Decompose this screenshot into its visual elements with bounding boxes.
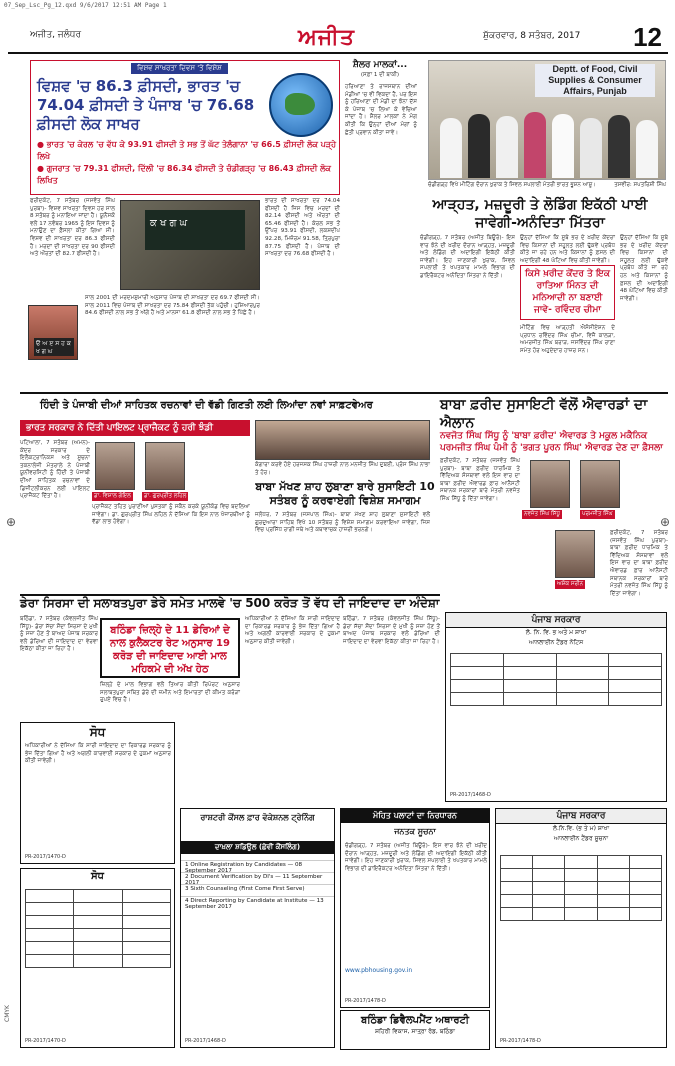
masthead <box>8 22 668 54</box>
commerce-body-a: ਚੰਡੀਗੜ੍ਹ, 7 ਸਤੰਬਰ (ਅਜੀਤ ਬਿਊਰੋ)- ਇਸ ਵਾਰ ਝੋਨੇ ਦੀ ਖ਼ਰੀਦ ਦੌਰਾਨ ਆੜ੍ਹਤ, ਮਜ਼ਦੂਰੀ ਅਤੇ ਲੋਡਿੰਗ ਦੀ ਅਦਾਇਗੀ ਇਕੱਠੀ ਕੀਤੀ ਜਾਵੇਗੀ। ਇਹ ਜਾਣਕਾਰੀ ਖੁਰਾਕ, ਸਿਵਲ ਸਪਲਾਈ ਤੇ ਖਪਤਕਾਰ ਮਾਮਲੇ ਵਿਭਾਗ ਦੀ ਡਾਇਰੈਕਟਰ ਅਨੰਦਿਤਾ ਮਿੱਤਰਾ ਨੇ ਦਿੱਤੀ। <box>420 235 515 279</box>
public-notice-ad <box>340 808 490 1008</box>
chalkboard-text: ਕ ਖ ਗ ਘ <box>150 218 188 229</box>
languages-body: ਪਟਿਆਲਾ, 7 ਸਤੰਬਰ (ਅਮਨ)- ਕੇਂਦਰ ਸਰਕਾਰ ਦੇ ਇਲੈਕਟ੍ਰਾਨਿਕਸ ਅਤੇ ਸੂਚਨਾ ਤਕਨਾਲੋਜੀ ਮੰਤਰਾਲੇ ਨੇ ਪੰਜਾਬੀ ਯੂਨੀਵਰਸਿਟੀ ਨੂੰ ਹਿੰਦੀ ਤੇ ਪੰਜਾਬੀ ਦੀਆਂ ਸਾਹਿਤਕ ਰਚਨਾਵਾਂ ਦੇ ਡਿਜੀਟਲੀਕਰਨ ਲਈ ਪਾਇਲਟ ਪ੍ਰਾਜੈਕਟ ਦਿੱਤਾ ਹੈ। <box>20 440 90 500</box>
dera-body-d: ਬਠਿੰਡਾ, 7 ਸਤੰਬਰ (ਕੰਵਲਜੀਤ ਸਿੰਘ ਸਿੱਧੂ)- ਡੇਰਾ ਸੱਚਾ ਸੌਦਾ ਸਿਰਸਾ ਦੇ ਮੁਖੀ ਨੂੰ ਸਜ਼ਾ ਹੋਣ ਤੋਂ ਬਾਅਦ ਪੰਜਾਬ ਸਰਕਾਰ ਵਲੋਂ ਡੇਰਿਆਂ ਦੀ ਜਾਇਦਾਦ ਦਾ ਵੇਰਵਾ ਇਕੱਠਾ ਕੀਤਾ ਜਾ ਰਿਹਾ ਹੈ। <box>343 616 440 645</box>
literacy-bullet: ● ਭਾਰਤ 'ਚ ਕੇਰਲ 'ਚ ਵੱਧ ਕੇ 93.91 ਫੀਸਦੀ ਤੇ ਸਭ ਤੋਂ ਘੱਟ ਤੇਲੰਗਾਨਾ 'ਚ 66.5 ਫ਼ੀਸਦੀ ਲੋਕ ਪੜ੍ਹੇ ਲਿਖੇ <box>37 140 337 161</box>
punjab-govt-ad <box>495 808 667 1048</box>
awardee-caption: ਅਸ਼ੋਕ ਸਰੀਨ <box>557 581 584 587</box>
shelter-byline: (ਸਫ਼ਾ 1 ਦੀ ਬਾਕੀ) <box>360 72 400 78</box>
sodh-ad <box>20 722 175 864</box>
training-ad <box>180 808 335 1048</box>
literacy-kicker: ਵਿਸ਼ਵ ਸਾਖਰਤਾ ਦਿਵਸ 'ਤੇ ਵਿਸ਼ੇਸ਼ <box>131 63 228 74</box>
author-photo-caption: ਡਾ. ਗੁਰਪ੍ਰੀਤ ਲਹਿਲ <box>144 493 187 499</box>
registration-mark: ⊕ <box>660 515 671 529</box>
schedule-row: 3 Sixth Counseling (First Come First Serve) <box>181 884 334 896</box>
slate-text: ੳ ਅ ੲ ਸ ਹ ਕ ਖ ਗ ਘ <box>34 338 74 356</box>
ad-code: PR-2017/1470-D <box>25 854 66 860</box>
awardee-caption: ਪਰਮਜੀਤ ਸਿੰਘ <box>582 511 613 517</box>
page-number: 12 <box>633 22 662 52</box>
author-photo <box>145 442 185 490</box>
chalkboard <box>145 210 245 250</box>
attendee <box>440 118 462 178</box>
attendee <box>524 112 546 178</box>
ad-subtitle: ਲੋ. ਨਿ. ਵਿ. ਭ ਅਤੇ ਮ ਸ਼ਾਖਾ <box>525 629 587 636</box>
awardee-photo <box>530 460 570 508</box>
photo-credit: ਤਸਵੀਰ: ਸਪਤਰਿਸ਼ੀ ਸਿੰਘ <box>614 182 666 188</box>
dera-body-b: ਜ਼ਿਲ੍ਹੇ ਦੇ ਮਾਲ ਵਿਭਾਗ ਵਲੋਂ ਤਿਆਰ ਕੀਤੀ ਰਿਪੋਰਟ ਅਨੁਸਾਰ ਸਲਾਬਤਪੁਰਾ ਸਥਿਤ ਡੇਰੇ ਦੀ ਜ਼ਮੀਨ ਅਤੇ ਇਮਾਰਤਾਂ ਦੀ ਕੀਮਤ ਕਰੋੜਾਂ ਰੁਪਏ ਵਿਚ ਹੈ। <box>100 682 240 704</box>
punjab-govt-ad <box>445 612 667 802</box>
literacy-special-box <box>30 60 340 195</box>
ad-notice: ਆਨਲਾਈਨ ਟੈਂਡਰ ਨੋਟਿਸ <box>528 639 584 646</box>
dera-body-a: ਬਠਿੰਡਾ, 7 ਸਤੰਬਰ (ਕੰਵਲਜੀਤ ਸਿੰਘ ਸਿੱਧੂ)- ਡੇਰਾ ਸੱਚਾ ਸੌਦਾ ਸਿਰਸਾ ਦੇ ਮੁਖੀ ਨੂੰ ਸਜ਼ਾ ਹੋਣ ਤੋਂ ਬਾਅਦ ਪੰਜਾਬ ਸਰਕਾਰ ਵਲੋਂ ਡੇਰਿਆਂ ਦੀ ਜਾਇਦਾਦ ਦਾ ਵੇਰਵਾ ਇਕੱਠਾ ਕੀਤਾ ਜਾ ਰਿਹਾ ਹੈ। <box>20 616 98 653</box>
ad-notice: ਆਨਲਾਈਨ ਟੈਂਡਰ ਸੂਚਨਾ <box>553 835 609 842</box>
commerce-pullquote: ਕਿਸੇ ਖ਼ਰੀਦ ਕੇਂਦਰ ਤੇ ਇਕ ਰਾਤਿਆ ਮਿੰਨਤ ਦੀ ਮਨਿਆਦੀ ਨਾ ਬਣਾਈ ਜਾਵੇ- ਰਵਿੰਦਰ ਚੀਮਾ <box>520 265 615 320</box>
ad-title: ਰਾਸ਼ਟਰੀ ਕੌਂਸਲ ਫ਼ਾਰ ਵੋਕੇਸ਼ਨਲ ਟ੍ਰੇਨਿੰਗ <box>200 813 315 822</box>
awards-headline: ਬਾਬਾ ਫ਼ਰੀਦ ਸੁਸਾਇਟੀ ਵੱਲੋਂ ਐਵਾਰਡਾਂ ਦਾ ਐਲਾਨ <box>440 397 648 431</box>
ad-url[interactable]: www.pbhousing.gov.in <box>345 967 413 974</box>
awards-body: ਫ਼ਰੀਦਕੋਟ, 7 ਸਤੰਬਰ (ਜਸਵੰਤ ਸਿੰਘ ਪੁਰਬਾ)- ਬਾਬਾ ਫ਼ਰੀਦ ਧਾਰਮਿਕ ਤੇ ਵਿੱਦਿਅਕ ਸੰਸਥਾਵਾਂ ਵਲੋਂ ਇਸ ਵਾਰ ਦਾ ਬਾਬਾ ਫ਼ਰੀਦ ਐਵਾਰਡ ਫ਼ਾਰ ਆਨੈਸਟੀ ਸਥਾਨਕ ਸਰਕਾਰਾਂ ਬਾਰੇ ਮੰਤਰੀ ਨਵਜੋਤ ਸਿੰਘ ਸਿੱਧੂ ਨੂੰ ਦਿੱਤਾ ਜਾਵੇਗਾ। <box>440 458 520 502</box>
bathinda-authority-ad <box>340 1010 490 1050</box>
literacy-bullet: ● ਗੁਜਰਾਤ 'ਚ 79.31 ਫੀਸਦੀ, ਦਿੱਲੀ 'ਚ 86.34 ਫੀਸਦੀ ਤੇ ਚੰਡੀਗੜ੍ਹ 'ਚ 86.43 ਫ਼ੀਸਦੀ ਲੋਕ ਲਿਖਿਤ <box>37 164 331 185</box>
shelter-heading: ਸ਼ੈਲਰ ਮਾਲਕਾਂ... <box>352 60 408 70</box>
attendee <box>580 118 602 178</box>
sodh-ad <box>20 868 175 1048</box>
ad-subtitle: ਸ਼ਹਿਰੀ ਵਿਕਾਸ, ਸਾਤ੍ਰਾ ਰੋਡ, ਬਠਿੰਡਾ <box>375 1028 455 1035</box>
event-body: ਜਲੰਧਰ, 7 ਸਤੰਬਰ (ਜਸਪਾਲ ਸਿੰਘ)- ਬਾਬਾ ਮੱਖਣ ਸ਼ਾਹ ਲੁਬਾਣਾ ਸੁਸਾਇਟੀ ਵਲੋਂ ਗੁਰਦੁਆਰਾ ਸਾਹਿਬ ਵਿਖੇ 10 ਸਤੰਬਰ ਨੂੰ ਵਿਸ਼ੇਸ਼ ਸਮਾਗਮ ਕਰਵਾਇਆ ਜਾਵੇਗਾ, ਜਿਸ ਵਿਚ ਪ੍ਰਸਿੱਧ ਰਾਗੀ ਜਥੇ ਅਤੇ ਕਥਾਵਾਚਕ ਹਾਜ਼ਰੀ ਭਰਨਗੇ। <box>255 512 430 534</box>
meeting-attendees <box>440 110 660 178</box>
commerce-body-c: ਮੀਟਿੰਗ ਵਿਚ ਆੜ੍ਹਤੀ ਐਸੋਸੀਏਸ਼ਨ ਦੇ ਪ੍ਰਧਾਨ ਰਵਿੰਦਰ ਸਿੰਘ ਚੀਮਾ, ਵਿਜੈ ਕਾਲੜਾ, ਅਮਰਜੀਤ ਸਿੰਘ ਬਰਾੜ, ਜਸਵਿੰਦਰ ਸਿੰਘ ਰਾਣਾ ਸਮੇਤ ਹੋਰ ਅਹੁਦੇਦਾਰ ਹਾਜ਼ਰ ਸਨ। <box>520 325 615 354</box>
tender-table <box>500 855 662 921</box>
author-photo <box>95 442 135 490</box>
awards-subhead: ਨਵਜੋਤ ਸਿੰਘ ਸਿੱਧੂ ਨੂੰ 'ਬਾਬਾ ਫ਼ਰੀਦ' ਐਵਾਰਡ ਤੇ ਮਕੂਲ ਮਕੈਨਿਕ ਪਰਮਜੀਤ ਸਿੰਘ ਪੰਮੀ ਨੂੰ 'ਭਗਤ ਪੂਰਨ ਸਿੰਘ' ਐਵਾਰਡ ਦੇਣ ਦਾ ਫ਼ੈਸਲਾ <box>440 431 663 453</box>
ad-title: ਸੋਧ <box>91 871 104 882</box>
caption-text: ਚੰਡੀਗੜ੍ਹ ਵਿਖੇ ਮੀਟਿੰਗ ਦੌਰਾਨ ਖੁਰਾਕ ਤੇ ਸਿਵਲ ਸਪਲਾਈ ਮੰਤਰੀ ਭਾਰਤ ਭੂਸ਼ਨ ਆਸ਼ੂ। <box>428 182 596 188</box>
event-photo-caption: ਕੰਗਾਰਾ ਕਰਵੇ ਹੋਏ ਹਰਜਸਕ ਸਿੰਘ ਹਾਜ਼ਰੀ ਨਾਲ ਮਨਜੀਤ ਸਿੰਘ ਦੁਬਈ, ਪ੍ਰੋਸ ਸਿੰਘ ਨਾਭਾ ਤੇ ਹੋਰ। <box>255 462 430 476</box>
ad-subtitle: ਜਨਤਕ ਸੂਚਨਾ <box>394 827 436 836</box>
department-sign: Deptt. of Food, Civil Supplies & Consumer Affairs, Punjab <box>535 64 655 97</box>
attendee <box>636 120 658 178</box>
literacy-headline: ਵਿਸ਼ਵ 'ਚ 86.3 ਫ਼ੀਸਦੀ, ਭਾਰਤ 'ਚ 74.04 ਫ਼ੀਸਦੀ ਤੇ ਪੰਜਾਬ 'ਚ 76.68 ਫ਼ੀਸਦੀ ਲੋਕ ਸਾਖਰ <box>37 77 255 133</box>
event-photo <box>255 420 430 460</box>
awardee-photo <box>580 460 620 508</box>
attendee <box>496 116 518 178</box>
author-photo-caption: ਡਾ. ਵਿਸ਼ਾਲ ਗੋਇਲ <box>94 493 131 499</box>
section-divider <box>20 392 668 394</box>
registration-mark: ⊕ <box>6 515 17 529</box>
schedule-row: 1 Online Registration by Candidates — 08 September 2017 <box>181 860 334 872</box>
ad-title: ਪੰਜਾਬ ਸਰਕਾਰ <box>446 613 666 628</box>
languages-body-b: ਪ੍ਰਾਜੈਕਟ ਤਹਿਤ ਪੁਰਾਣੀਆਂ ਪੁਸਤਕਾਂ ਨੂੰ ਸਕੈਨ ਕਰਕੇ ਯੂਨੀਕੋਡ ਵਿਚ ਬਦਲਿਆ ਜਾਵੇਗਾ। ਡਾ. ਗੁਰਪ੍ਰੀਤ ਸਿੰਘ ਲਹਿਲ ਨੇ ਦੱਸਿਆ ਕਿ ਇਸ ਨਾਲ ਖੋਜਾਰਥੀਆਂ ਨੂੰ ਵੱਡਾ ਲਾਭ ਹੋਵੇਗਾ। <box>92 504 250 526</box>
ad-subtitle: ਦਾਖ਼ਲਾ ਸ਼ਡਿਊਲ (ਛੇਵੀਂ ਕੌਂਸਲਿੰਗ) <box>181 841 334 854</box>
literacy-body-b: ਭਾਰਤ ਦੀ ਸਾਖਰਤਾ ਦਰ 74.04 ਫੀਸਦੀ ਹੈ ਜਿਸ ਵਿਚ ਮਰਦਾਂ ਦੀ 82.14 ਫੀਸਦੀ ਅਤੇ ਔਰਤਾਂ ਦੀ 65.46 ਫੀਸਦੀ ਹੈ। ਕੇਰਲ ਸਭ ਤੋਂ ਉੱਪਰ 93.91 ਫੀਸਦੀ, ਲਕਸ਼ਦੀਪ 92.28, ਮਿਜ਼ੋਰਮ 91.58, ਤ੍ਰਿਪੁਰਾ 87.75 ਫੀਸਦੀ ਹੈ। ਪੰਜਾਬ ਦੀ ਸਾਖਰਤਾ ਦਰ 76.68 ਫੀਸਦੀ ਹੈ। <box>265 198 340 258</box>
ad-subtitle: ਲੋ.ਨਿ.ਵਿ. (ਭ ਤੇ ਮ) ਸ਼ਾਖਾ <box>552 825 610 832</box>
ad-title: ਸੋਧ <box>89 725 106 739</box>
ad-code: PR-2017/1468-D <box>450 792 491 798</box>
literacy-body-a: ਫਰੀਦਕੋਟ, 7 ਸਤੰਬਰ (ਜਸਵੰਤ ਸਿੰਘ ਪੁਰਬਾ)- ਵਿਸ਼ਵ ਸਾਖਰਤਾ ਦਿਵਸ ਹਰ ਸਾਲ 8 ਸਤੰਬਰ ਨੂੰ ਮਨਾਇਆ ਜਾਂਦਾ ਹੈ। ਯੂਨੈਸਕੋ ਵਲੋਂ 17 ਨਵੰਬਰ 1965 ਨੂੰ ਇਸ ਦਿਵਸ ਨੂੰ ਮਨਾਉਣ ਦਾ ਫ਼ੈਸਲਾ ਕੀਤਾ ਗਿਆ ਸੀ। ਵਿਸ਼ਵ ਦੀ ਸਾਖਰਤਾ ਦਰ 86.3 ਫੀਸਦੀ ਹੈ। ਮਰਦਾਂ ਦੀ ਸਾਖਰਤਾ ਦਰ 90 ਫੀਸਦੀ ਅਤੇ ਔਰਤਾਂ ਦੀ 82.7 ਫੀਸਦੀ ਹੈ। <box>30 198 115 258</box>
attendee <box>552 114 574 178</box>
awards-body-b: ਫ਼ਰੀਦਕੋਟ, 7 ਸਤੰਬਰ (ਜਸਵੰਤ ਸਿੰਘ ਪੁਰਬਾ)- ਬਾਬਾ ਫ਼ਰੀਦ ਧਾਰਮਿਕ ਤੇ ਵਿੱਦਿਅਕ ਸੰਸਥਾਵਾਂ ਵਲੋਂ ਇਸ ਵਾਰ ਦਾ ਬਾਬਾ ਫ਼ਰੀਦ ਐਵਾਰਡ ਫ਼ਾਰ ਆਨੈਸਟੀ ਸਥਾਨਕ ਸਰਕਾਰਾਂ ਬਾਰੇ ਮੰਤਰੀ ਨਵਜੋਤ ਸਿੰਘ ਸਿੱਧੂ ਨੂੰ ਦਿੱਤਾ ਜਾਵੇਗਾ। <box>610 530 668 597</box>
awardee-caption: ਨਵਜੋਤ ਸਿੰਘ ਸਿੱਧੂ <box>524 511 560 517</box>
ad-body: ਅਧਿਕਾਰੀਆਂ ਨੇ ਦੱਸਿਆ ਕਿ ਸਾਰੀ ਜਾਇਦਾਦ ਦਾ ਰਿਕਾਰਡ ਸਰਕਾਰ ਨੂੰ ਭੇਜ ਦਿੱਤਾ ਗਿਆ ਹੈ ਅਤੇ ਅਗਲੀ ਕਾਰਵਾਈ ਸਰਕਾਰ ਦੇ ਹੁਕਮਾਂ ਅਨੁਸਾਰ ਕੀਤੀ ਜਾਵੇਗੀ। <box>25 743 171 765</box>
ad-body: ਚੰਡੀਗੜ੍ਹ, 7 ਸਤੰਬਰ (ਅਜੀਤ ਬਿਊਰੋ)- ਇਸ ਵਾਰ ਝੋਨੇ ਦੀ ਖ਼ਰੀਦ ਦੌਰਾਨ ਆੜ੍ਹਤ, ਮਜ਼ਦੂਰੀ ਅਤੇ ਲੋਡਿੰਗ ਦੀ ਅਦਾਇਗੀ ਇਕੱਠੀ ਕੀਤੀ ਜਾਵੇਗੀ। ਇਹ ਜਾਣਕਾਰੀ ਖੁਰਾਕ, ਸਿਵਲ ਸਪਲਾਈ ਤੇ ਖਪਤਕਾਰ ਮਾਮਲੇ ਵਿਭਾਗ ਦੀ ਡਾਇਰੈਕਟਰ ਅਨੰਦਿਤਾ ਮਿੱਤਰਾ ਨੇ ਦਿੱਤੀ। <box>345 843 487 872</box>
commerce-body-b: ਉਨ੍ਹਾਂ ਦੱਸਿਆ ਕਿ ਸੂਬੇ ਭਰ ਦੇ ਖ਼ਰੀਦ ਕੇਂਦਰਾਂ ਵਿਚ ਕਿਸਾਨਾਂ ਦੀ ਸਹੂਲਤ ਲਈ ਢੁੱਕਵੇਂ ਪ੍ਰਬੰਧ ਕੀਤੇ ਜਾ ਰਹੇ ਹਨ ਅਤੇ ਕਿਸਾਨਾਂ ਨੂੰ ਫ਼ਸਲ ਦੀ ਅਦਾਇਗੀ 48 ਘੰਟਿਆਂ ਵਿਚ ਕੀਤੀ ਜਾਵੇਗੀ। <box>520 235 615 264</box>
event-headline: ਬਾਬਾ ਮੱਖਣ ਸ਼ਾਹ ਲੁਬਾਣਾ ਬਾਰੇ ਸੁਸਾਇਟੀ 10 ਸਤੰਬਰ ਨੂੰ ਕਰਵਾਏਗੀ ਵਿਸ਼ੇਸ਼ ਸਮਾਗਮ <box>255 480 435 507</box>
file-strip: 07_Sep_Lsc_Pg_12.qxd 9/6/2017 12:51 AM Page 1 <box>4 2 167 9</box>
meeting-caption <box>428 182 666 189</box>
schedule-row: 2 Document Verification by DI's — 11 September 2017 <box>181 872 334 884</box>
languages-banner: ਭਾਰਤ ਸਰਕਾਰ ਨੇ ਦਿੱਤੀ ਪਾਇਲਟ ਪ੍ਰਾਜੈਕਟ ਨੂੰ ਹਰੀ ਝੰਡੀ <box>20 420 250 436</box>
schedule-row: 4 Direct Reporting by Candidate at Institute — 13 September 2017 <box>181 896 334 908</box>
dera-body-c: ਅਧਿਕਾਰੀਆਂ ਨੇ ਦੱਸਿਆ ਕਿ ਸਾਰੀ ਜਾਇਦਾਦ ਦਾ ਰਿਕਾਰਡ ਸਰਕਾਰ ਨੂੰ ਭੇਜ ਦਿੱਤਾ ਗਿਆ ਹੈ ਅਤੇ ਅਗਲੀ ਕਾਰਵਾਈ ਸਰਕਾਰ ਦੇ ਹੁਕਮਾਂ ਅਨੁਸਾਰ ਕੀਤੀ ਜਾਵੇਗੀ। <box>245 616 340 645</box>
globe-illustration <box>269 73 333 137</box>
issue-date: ਸ਼ੁੱਕਰਵਾਰ, 8 ਸਤੰਬਰ, 2017 <box>483 31 581 41</box>
literacy-bullets <box>37 139 337 187</box>
commerce-body-d: ਉਨ੍ਹਾਂ ਦੱਸਿਆ ਕਿ ਸੂਬੇ ਭਰ ਦੇ ਖ਼ਰੀਦ ਕੇਂਦਰਾਂ ਵਿਚ ਕਿਸਾਨਾਂ ਦੀ ਸਹੂਲਤ ਲਈ ਢੁੱਕਵੇਂ ਪ੍ਰਬੰਧ ਕੀਤੇ ਜਾ ਰਹੇ ਹਨ ਅਤੇ ਕਿਸਾਨਾਂ ਨੂੰ ਫ਼ਸਲ ਦੀ ਅਦਾਇਗੀ 48 ਘੰਟਿਆਂ ਵਿਚ ਕੀਤੀ ਜਾਵੇਗੀ। <box>620 235 668 302</box>
schedule-list <box>181 860 334 908</box>
attendee <box>468 114 490 178</box>
dera-highlight-box: ਬਠਿੰਡਾ ਜ਼ਿਲ੍ਹੇ ਦੇ 11 ਡੇਰਿਆਂ ਦੇ ਨਾਲ ਕੁਲੈਕਟਰ ਰੇਟ ਅਨੁਸਾਰ 19 ਕਰੋੜ ਦੀ ਜਾਇਦਾਦ ਆਈ ਮਾਲ ਮਹਿਕਮੇ ਦੀ ਅੱਖ ਹੇਠ <box>100 618 240 678</box>
edition-city: ਅਜੀਤ, ਜਲੰਧਰ <box>30 30 82 40</box>
awardee-photo <box>555 530 595 578</box>
literacy-body-c: ਸਾਲ 2001 ਦੀ ਮਰਦਮਸ਼ੁਮਾਰੀ ਅਨੁਸਾਰ ਪੰਜਾਬ ਦੀ ਸਾਖਰਤਾ ਦਰ 69.7 ਫੀਸਦੀ ਸੀ। ਸਾਲ 2011 ਵਿਚ ਪੰਜਾਬ ਦੀ ਸਾਖਰਤਾ ਦਰ 75.84 ਫੀਸਦੀ ਤੱਕ ਪਹੁੰਚੀ। ਹੁਸ਼ਿਆਰਪੁਰ 84.6 ਫੀਸਦੀ ਨਾਲ ਸਭ ਤੋਂ ਅੱਗੇ ਹੈ ਅਤੇ ਮਾਨਸਾ 61.8 ਫੀਸਦੀ ਨਾਲ ਸਭ ਤੋਂ ਪਿੱਛੇ ਹੈ। <box>85 295 260 317</box>
attendee <box>608 115 630 178</box>
commerce-headline: ਆੜ੍ਹਤ, ਮਜ਼ਦੂਰੀ ਤੇ ਲੋਡਿੰਗ ਇਕੱਠੀ ਪਾਈ ਜਾਵੇਗੀ-ਅਨੰਦਿਤਾ ਮਿੱਤਰਾ <box>432 197 648 231</box>
ad-title: ਬਠਿੰਡਾ ਡਿਵੈਲਪਮੈਂਟ ਅਥਾਰਟੀ <box>361 1015 469 1026</box>
languages-headline: ਹਿੰਦੀ ਤੇ ਪੰਜਾਬੀ ਦੀਆਂ ਸਾਹਿਤਕ ਰਚਨਾਵਾਂ ਦੀ ਵੱਡੀ ਗਿਣਤੀ ਲਈ ਲਿਆਂਦਾ ਨਵਾਂ ਸਾਫ਼ਟਵੇਅਰ <box>40 400 373 411</box>
sodh-table <box>25 889 171 968</box>
color-bar-code: CMYK <box>4 1005 11 1022</box>
ad-code: PR-2017/1478-D <box>345 998 386 1004</box>
ad-code: PR-2017/1468-D <box>185 1038 226 1044</box>
newspaper-logo: ਅਜੀਤ <box>298 24 355 50</box>
ad-title: ਪੰਜਾਬ ਸਰਕਾਰ <box>496 809 666 824</box>
dera-headline: ਡੇਰਾ ਸਿਰਸਾ ਦੀ ਸਲਾਬਤਪੁਰਾ ਡੇਰੇ ਸਮੇਤ ਮਾਲਵੇ 'ਚ 500 ਕਰੋੜ ਤੋਂ ਵੱਧ ਦੀ ਜਾਇਦਾਦ ਦਾ ਅੰਦੇਸ਼ਾ <box>20 596 440 610</box>
ad-code: PR-2017/1478-D <box>500 1038 541 1044</box>
ad-code: PR-2017/1470-D <box>25 1038 66 1044</box>
shelter-body: ਹਰਿਆਣਾ ਤੇ ਰਾਜਸਥਾਨ ਦੀਆਂ ਮੰਡੀਆਂ 'ਚ ਵੀ ਵਿਕਦਾ ਹੈ, ਪਰ ਇਸ ਨੂੰ ਹਰਿਆਣਾ ਦੀ ਮੰਡੀ ਦਾ ਝੋਨਾ ਦੱਸ ਕੇ ਪੰਜਾਬ 'ਚ ਲਿਆ ਕੇ ਵੇਚਿਆ ਜਾਂਦਾ ਹੈ। ਸ਼ੈਲਰ ਮਾਲਕਾਂ ਨੇ ਮੰਗ ਕੀਤੀ ਕਿ ਉਨ੍ਹਾਂ ਦੀਆਂ ਮੰਗਾਂ ਨੂੰ ਛੇਤੀ ਪ੍ਰਵਾਨ ਕੀਤਾ ਜਾਵੇ। <box>345 84 417 136</box>
ad-title: ਮੋਹਿਤ ਪਲਾਟਾਂ ਦਾ ਨਿਰਧਾਰਨ <box>341 809 489 823</box>
tender-table <box>450 653 662 706</box>
